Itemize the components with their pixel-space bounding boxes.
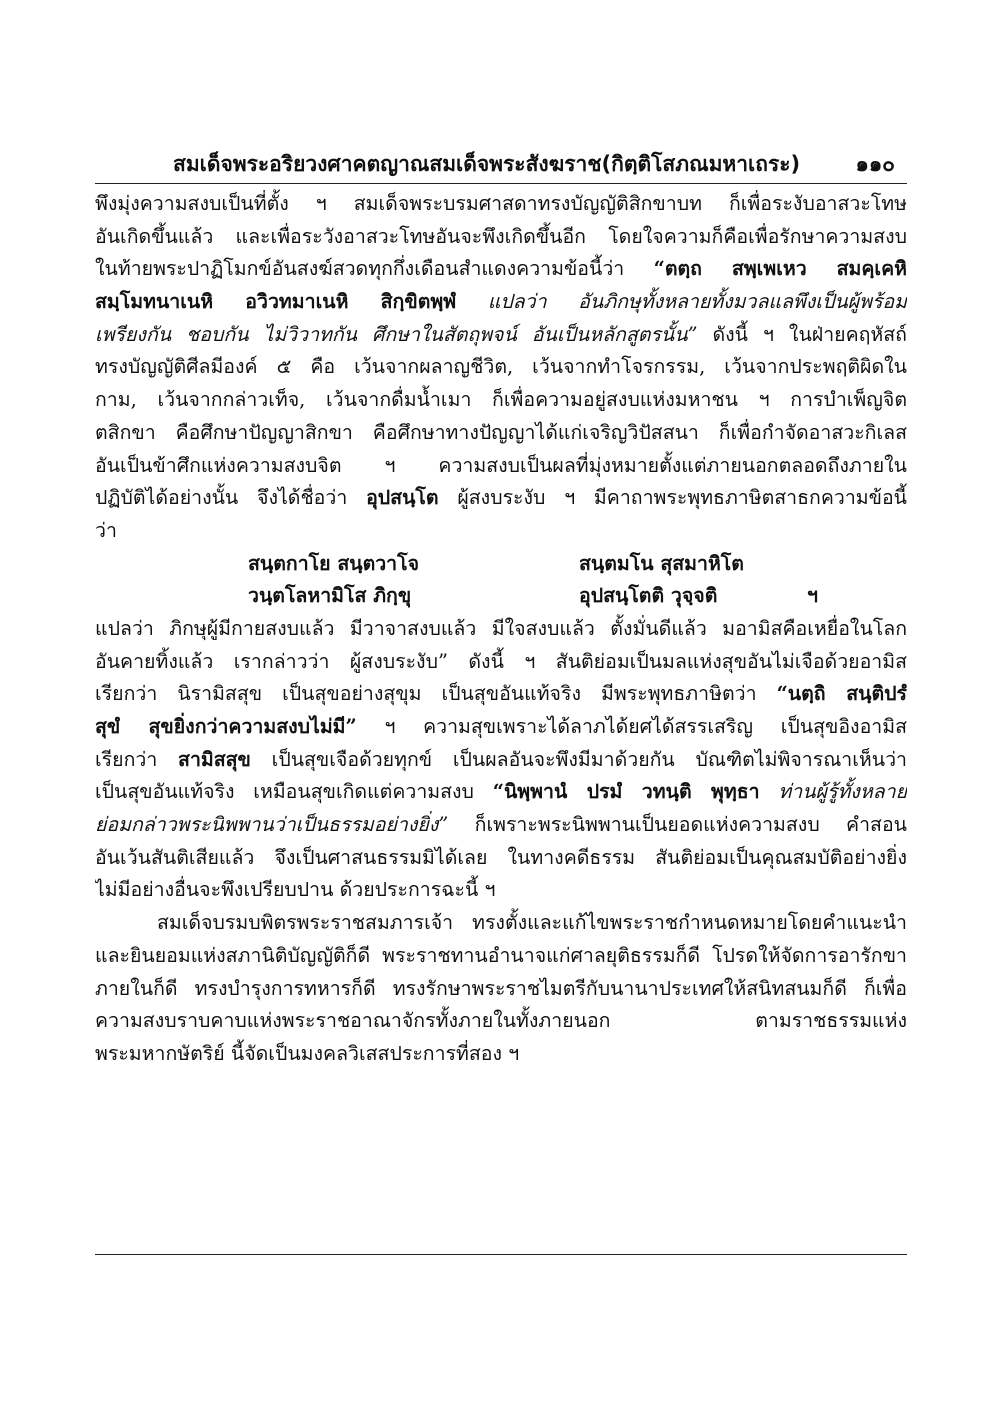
text-line: อันเกิดขึ้นแล้ว และเพื่อระวังอาสวะโทษอันจะพึงเกิดขึ้นอีก โดยใจความก็คือเพื่อรักษาความสงบ: [95, 224, 907, 248]
header-title: สมเด็จพระอริยวงศาคตญาณสมเด็จพระสังฆราช(กิตฺติโสภณมหาเถระ): [173, 152, 801, 176]
text-line: แปลว่า ภิกษุผู้มีกายสงบแล้ว มีวาจาสงบแล้ว มีใจสงบแล้ว ตั้งมั่นดีแล้ว มอามิสคือเหยื่อในโลก: [95, 616, 907, 640]
text-line: อันเป็นข้าศึกแห่งความสงบจิต ฯ ความสงบเป็นผลที่มุ่งหมายตั้งแต่ภายนอกตลอดถึงภายใน: [95, 453, 907, 477]
verse-hemistich: สนฺตกาโย สนฺตวาโจ: [248, 551, 420, 575]
pali-term: อุปสนฺโต: [366, 486, 439, 510]
text-run: ปฏิบัติได้อย่างนั้น จึงได้ชื่อว่า: [95, 486, 367, 510]
paragraph-3: [95, 907, 907, 1070]
text-line: และยินยอมแห่งสภานิติบัญญัติก็ดี พระราชทานอำนาจแก่ศาลยุติธรรมก็ดี โปรดให้จัดการอารักขา: [95, 943, 907, 967]
text-line: ตสิกขา คือศึกษาปัญญาสิกขา คือศึกษาทางปัญญาได้แก่เจริญวิปัสสนา ก็เพื่อกำจัดอาสวะกิเลส: [95, 420, 907, 444]
text-line: [95, 678, 907, 711]
text-line: สมเด็จบรมบพิตรพระราชสมภารเจ้า ทรงตั้งและแก้ไขพระราชกำหนดหมายโดยคำแนะนำ: [157, 911, 907, 935]
paragraph-2: [95, 613, 907, 907]
page-body: [95, 188, 907, 1071]
text-run: ก็เพราะพระนิพพานเป็นยอดแห่งความสงบ คำสอน: [448, 813, 907, 837]
text-line: พระมหากษัตริย์ นี้จัดเป็นมงคลวิเสสประการที่สอง ฯ: [95, 1041, 520, 1065]
text-line: พึงมุ่งความสงบเป็นที่ตั้ง ฯ สมเด็จพระบรมศาสดาทรงบัญญัติสิกขาบท ก็เพื่อระงับอาสวะโทษ: [95, 192, 907, 215]
running-header: [95, 148, 907, 184]
verse-end-mark: ฯ: [807, 584, 818, 608]
header-rule: [95, 183, 907, 184]
verse-row: [95, 548, 907, 581]
text-line: ทรงบัญญัติศีลมีองค์ ๕ คือ เว้นจากผลาญชีวิต, เว้นจากทำโจรกรรม, เว้นจากประพฤติผิดใน: [95, 355, 907, 379]
text-line: ความสงบราบคาบแห่งพระราชอาณาจักรทั้งภายในทั้งภายนอก ตามราชธรรมแห่ง: [95, 1009, 907, 1033]
text-line: [95, 809, 907, 842]
pali-quote: สมฺโมทนาเนหิ อวิวทมาเนหิ สิกฺขิตพฺพํ: [95, 290, 457, 314]
text-run: ฯ ความสุขเพราะได้ลาภได้ยศได้สรรเสริญ เป็นสุขอิงอามิส: [356, 715, 907, 738]
text-run: เรียกว่า: [95, 747, 179, 771]
text-run: เป็นสุขเจือด้วยทุกข์ เป็นผลอันจะพึงมีมาด้วยกัน บัณฑิตไม่พิจารณาเห็นว่า: [250, 747, 907, 771]
pali-verse: [95, 548, 907, 613]
translation-italic: แปลว่า อันภิกษุทั้งหลายทั้งมวลแลพึงเป็นผู้พร้อม: [456, 290, 907, 314]
bold-term: สามิสสุข: [178, 747, 251, 771]
text-line: อันเว้นสันติเสียแล้ว จึงเป็นศาสนธรรมมิได้เลย ในทางคดีธรรม สันติย่อมเป็นคุณสมบัติอย่างยิ่ง: [95, 845, 907, 869]
pali-quote: สุขํ สุขยิ่งกว่าความสงบไม่มี”: [95, 715, 357, 738]
verse-row: [95, 580, 907, 613]
text-line: [95, 253, 907, 286]
text-run: ผู้สงบระงับ ฯ มีคาถาพระพุทธภาษิตสาธกความข้อนี้: [438, 486, 907, 510]
text-line: ภายในก็ดี ทรงบำรุงการทหารก็ดี ทรงรักษาพระราชไมตรีกับนานาประเทศให้สนิทสนมก็ดี ก็เพื่อ: [95, 976, 907, 1000]
text-line: [95, 711, 907, 744]
text-line: [95, 744, 907, 777]
translation-italic: เพรียงกัน ชอบกัน ไม่วิวาทกัน ศึกษาในสัตถุพจน์ อันเป็นหลักสูตรนั้น”: [95, 322, 698, 346]
pali-quote: “ตตฺถ สพฺเพเหว สมคฺเคหิ: [653, 257, 907, 281]
pali-quote: “นิพฺพานํ ปรมํ วทนฺติ พุทฺธา: [492, 780, 760, 804]
text-run: เรียกว่า นิรามิสสุข เป็นสุขอย่างสุขุม เป็นสุขอันแท้จริง มีพระพุทธภาษิตว่า: [95, 682, 777, 706]
text-line: อันคายทิ้งแล้ว เรากล่าวว่า ผู้สงบระงับ” ดังนี้ ฯ สันติย่อมเป็นมลแห่งสุขอันไม่เจือด้วยอามิส: [95, 649, 907, 673]
text-line: [95, 286, 907, 319]
footer-rule: [95, 1254, 907, 1255]
verse-hemistich: สนฺตมโน สุสมาหิโต: [579, 551, 744, 575]
verse-hemistich: วนฺตโลหามิโส ภิกฺขุ: [248, 584, 412, 608]
text-line: [95, 319, 907, 352]
text-run: ดังนี้ ฯ ในฝ่ายคฤหัสถ์: [697, 322, 907, 346]
text-run: ในท้ายพระปาฏิโมกข์อันสงฆ์สวดทุกกึ่งเดือนสำแดงความข้อนี้ว่า: [95, 257, 654, 281]
translation-italic: ท่านผู้รู้ทั้งหลาย: [759, 780, 907, 804]
translation-italic: ย่อมกล่าวพระนิพพานว่าเป็นธรรมอย่างยิ่ง”: [95, 813, 449, 837]
page-number: ๑๑๐: [855, 152, 895, 176]
verse-hemistich: อุปสนฺโตติ วุจฺจติ: [579, 584, 718, 608]
text-run: เป็นสุขอันแท้จริง เหมือนสุขเกิดแต่ความสงบ: [95, 780, 493, 804]
text-line: ไม่มีอย่างอื่นจะพึงเปรียบปาน ด้วยประการฉะนี้ ฯ: [95, 878, 496, 902]
text-line: [95, 776, 907, 809]
text-line: กาม, เว้นจากกล่าวเท็จ, เว้นจากดื่มน้ำเมา ก็เพื่อความอยู่สงบแห่งมหาชน ฯ การบำเพ็ญจิต: [95, 388, 907, 412]
pali-quote: “นตฺถิ สนฺติปรํ: [776, 682, 907, 706]
text-line: ว่า: [95, 518, 117, 542]
paragraph-1: [95, 188, 907, 548]
text-line: [95, 482, 907, 515]
